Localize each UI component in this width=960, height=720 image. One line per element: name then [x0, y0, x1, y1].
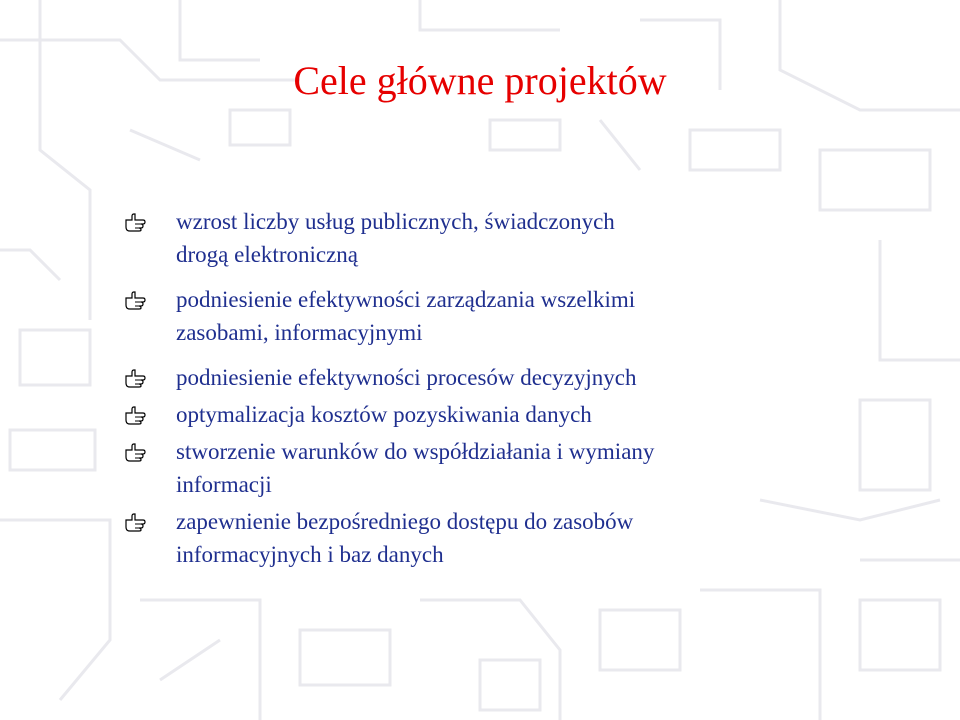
bullet-item [118, 398, 838, 431]
bullet-item [118, 505, 838, 571]
bullet-item [118, 283, 838, 349]
bullet-text: optymalizacja kosztów pozyskiwania danych [176, 402, 592, 427]
pointing-hand-icon [124, 211, 146, 233]
pointing-hand-icon [124, 367, 146, 389]
bullet-text: podniesienie efektywności procesów decyzyjnych [176, 365, 637, 390]
bullet-item [118, 205, 838, 271]
bullet-list [118, 205, 838, 571]
bullet-text: podniesienie efektywności zarządzania wszelkimi zasobami, informacyjnymi [176, 287, 636, 345]
bullet-item [118, 361, 838, 394]
bullet-text: stworzenie warunków do współdziałania i wymiany informacji [176, 439, 655, 497]
pointing-hand-icon [124, 441, 146, 463]
bullet-item [118, 435, 838, 501]
pointing-hand-icon [124, 511, 146, 533]
pointing-hand-icon [124, 289, 146, 311]
bullet-text: wzrost liczby usług publicznych, świadczonych drogą elektroniczną [176, 209, 615, 267]
slide-title: Cele główne projektów [293, 58, 667, 103]
pointing-hand-icon [124, 404, 146, 426]
bullet-text: zapewnienie bezpośredniego dostępu do zasobów informacyjnych i baz danych [176, 509, 634, 567]
